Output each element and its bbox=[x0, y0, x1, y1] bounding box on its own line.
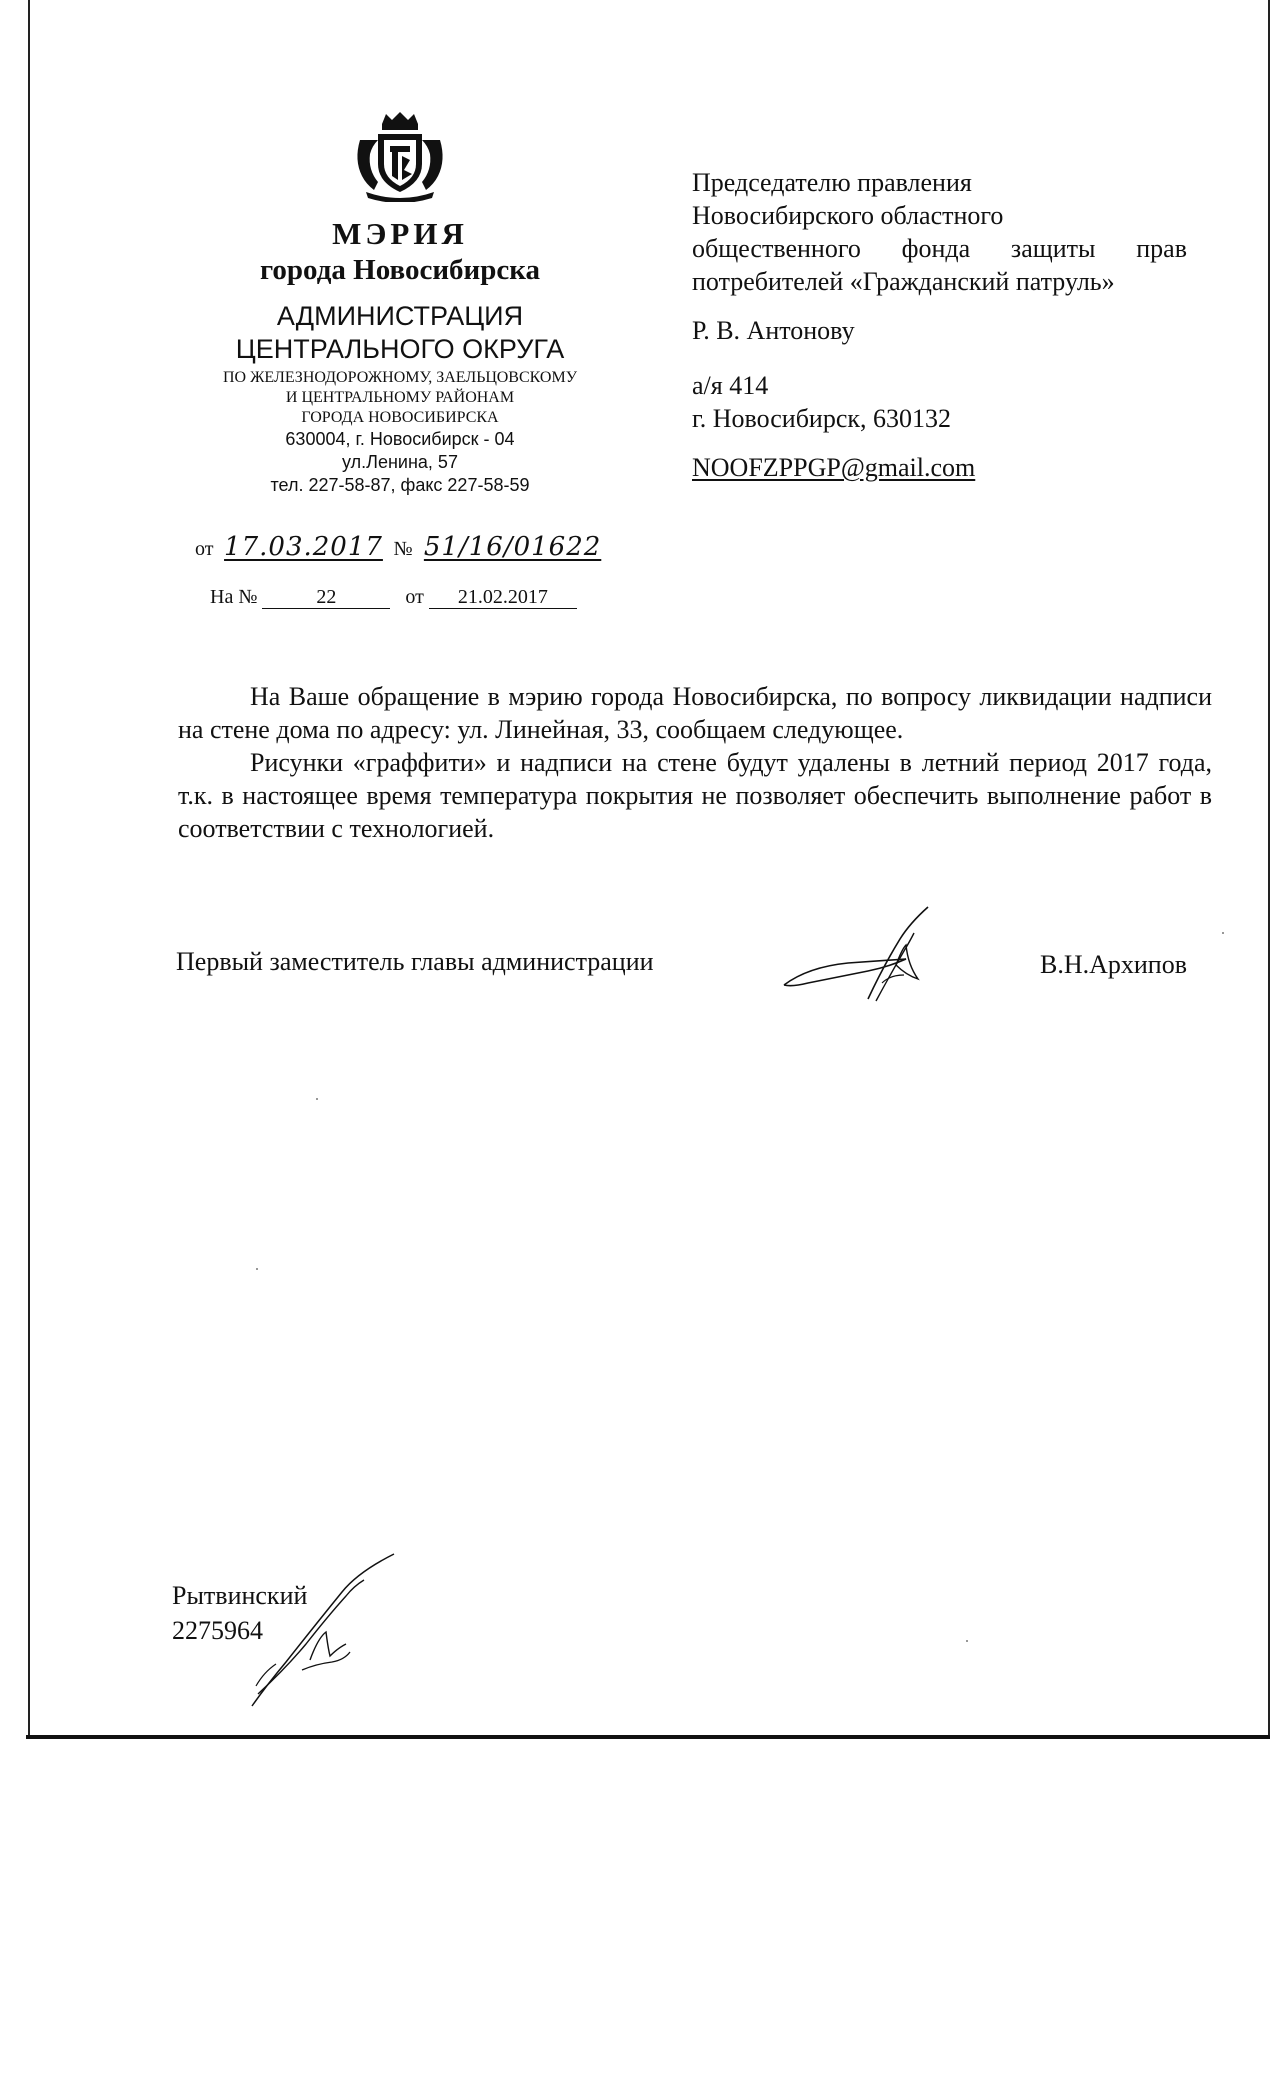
sender-address-line2: ул.Ленина, 57 bbox=[342, 452, 458, 472]
reference-date: 21.02.2017 bbox=[429, 586, 577, 609]
mayor-city: города Новосибирска bbox=[259, 254, 541, 286]
scan-speck bbox=[1222, 932, 1224, 934]
registration-number-prefix: № bbox=[393, 538, 413, 560]
body-paragraph-1: На Ваше обращение в мэрию города Новосибирска, по вопросу ликвидации надписи на стене дома по адресу: ул. Линейная, 33, сообщаем следующее. bbox=[178, 682, 1212, 744]
signatory-name: В.Н.Архипов bbox=[1040, 950, 1187, 979]
addressee-po-box: а/я 414 bbox=[692, 371, 769, 400]
addressee-line2: Новосибирского областного bbox=[692, 201, 1004, 230]
reference-date-prefix: от bbox=[405, 586, 424, 608]
sender-address-line1: 630004, г. Новосибирск - 04 bbox=[285, 429, 515, 449]
addressee-block bbox=[692, 166, 1187, 484]
addressee-line1: Председателю правления bbox=[692, 168, 972, 197]
registration-number: 51/16/01622 bbox=[423, 532, 602, 562]
executor-phone: 2275964 bbox=[172, 1616, 263, 1645]
addressee-city: г. Новосибирск, 630132 bbox=[692, 404, 952, 433]
admin-title-line1: АДМИНИСТРАЦИЯ bbox=[276, 301, 524, 331]
reference-prefix: На № bbox=[210, 586, 258, 608]
page-frame-right bbox=[1268, 0, 1270, 1738]
admin-subtitle-line5: ГОРОДА НОВОСИБИРСКА bbox=[301, 409, 499, 426]
letterhead bbox=[180, 110, 620, 497]
letter-body bbox=[178, 680, 1212, 845]
body-paragraph-2: Рисунки «граффити» и надписи на стене будут удалены в летний период 2017 года, т.к. в настоящее время температура покрытия не позволяет обеспечить выполнение работ в соответствии с технологией. bbox=[178, 748, 1212, 843]
signature-scribble-icon bbox=[778, 905, 950, 1005]
scan-speck bbox=[966, 1640, 968, 1642]
executor-name: Рытвинский bbox=[172, 1581, 308, 1610]
sender-phones: тел. 227-58-87, факс 227-58-59 bbox=[270, 475, 530, 495]
reference-number: 22 bbox=[262, 586, 390, 609]
addressee-line4: потребителей «Гражданский патруль» bbox=[692, 267, 1115, 296]
registration-line bbox=[195, 532, 608, 562]
admin-subtitle-line4: И ЦЕНТРАЛЬНОМУ РАЙОНАМ bbox=[285, 389, 515, 406]
signatory-position: Первый заместитель главы администрации bbox=[176, 947, 654, 976]
mayor-title: МЭРИЯ bbox=[332, 216, 468, 251]
coat-of-arms-icon bbox=[352, 110, 448, 202]
addressee-email[interactable]: NOOFZPPGP@gmail.com bbox=[692, 453, 976, 482]
admin-subtitle-line3: ПО ЖЕЛЕЗНОДОРОЖНОМУ, ЗАЕЛЬЦОВСКОМУ bbox=[222, 369, 578, 386]
reference-line bbox=[210, 586, 577, 609]
executor-signature-icon bbox=[246, 1552, 406, 1712]
addressee-name: Р. В. Антонову bbox=[692, 316, 855, 345]
registration-date: 17.03.2017 bbox=[224, 532, 383, 562]
scan-speck bbox=[256, 1268, 258, 1270]
scan-speck bbox=[316, 1098, 318, 1100]
admin-title-line2: ЦЕНТРАЛЬНОГО ОКРУГА bbox=[235, 334, 565, 364]
registration-date-prefix: от bbox=[195, 538, 214, 560]
page-frame-left bbox=[28, 0, 30, 1738]
page-frame-bottom bbox=[26, 1735, 1270, 1739]
addressee-line3: общественного фонда защиты прав bbox=[692, 234, 1187, 263]
